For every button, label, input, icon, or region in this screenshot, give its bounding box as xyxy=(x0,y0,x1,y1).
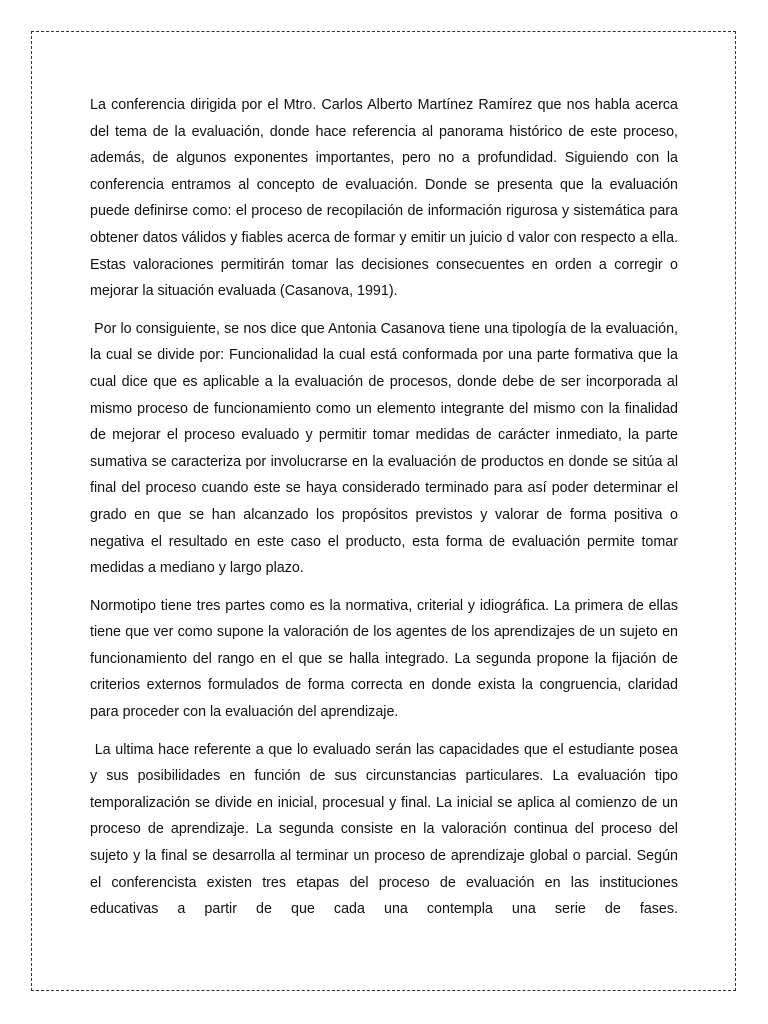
paragraph-3: Normotipo tiene tres partes como es la normativa, criterial y idiográfica. La primera de ellas tiene que ver como supone la valoración de los agentes de los aprendizajes de un sujeto en funcionamiento del rango en el que se halla integrado. La segunda propone la fijación de criterios externos formulados de forma correcta en donde exista la congruencia, claridad para proceder con la evaluación del aprendizaje. xyxy=(90,597,678,721)
paragraph-4: La ultima hace referente a que lo evaluado serán las capacidades que el estudiante posea y sus posibilidades en función de sus circunstancias particulares. La evaluación tipo temporalización se divide en inicial, procesual y final. La inicial se aplica al comienzo de un proceso de aprendizaje. La segunda consiste en la valoración continua del proceso del sujeto y la final se desarrolla al terminar un proceso de aprendizaje global o parcial. Según el conferencista existen tres etapas del proceso de evaluación en las instituciones educativas a partir de que cada una contempla una serie de fases. xyxy=(90,741,678,918)
paragraph-2: Por lo consiguiente, se nos dice que Antonia Casanova tiene una tipología de la evaluación, la cual se divide por: Funcionalidad la cual está conformada por una parte formativa que la cual dice que es aplicable a la evaluación de procesos, donde debe de ser incorporada al mismo proceso de funcionamiento como un elemento integrante del mismo con la finalidad de mejorar el proceso evaluado y permitir tomar medidas de carácter inmediato, la parte sumativa se caracteriza por involucrarse en la evaluación de productos en donde se sitúa al final del proceso cuando este se haya considerado terminado para así poder determinar el grado en que se han alcanzado los propósitos previstos y valorar de forma positiva o negativa el resultado en este caso el producto, esta forma de evaluación permite tomar medidas a mediano y largo plazo. xyxy=(90,320,678,577)
paragraph-1: La conferencia dirigida por el Mtro. Carlos Alberto Martínez Ramírez que nos habla acerca del tema de la evaluación, donde hace referencia al panorama histórico de este proceso, además, de algunos exponentes importantes, pero no a profundidad. Siguiendo con la conferencia entramos al concepto de evaluación. Donde se presenta que la evaluación puede definirse como: el proceso de recopilación de información rigurosa y sistemática para obtener datos válidos y fiables acerca de formar y emitir un juicio d valor con respecto a ella. Estas valoraciones permitirán tomar las decisiones consecuentes en orden a corregir o mejorar la situación evaluada (Casanova, 1991). xyxy=(90,97,678,300)
document-body xyxy=(90,92,678,934)
